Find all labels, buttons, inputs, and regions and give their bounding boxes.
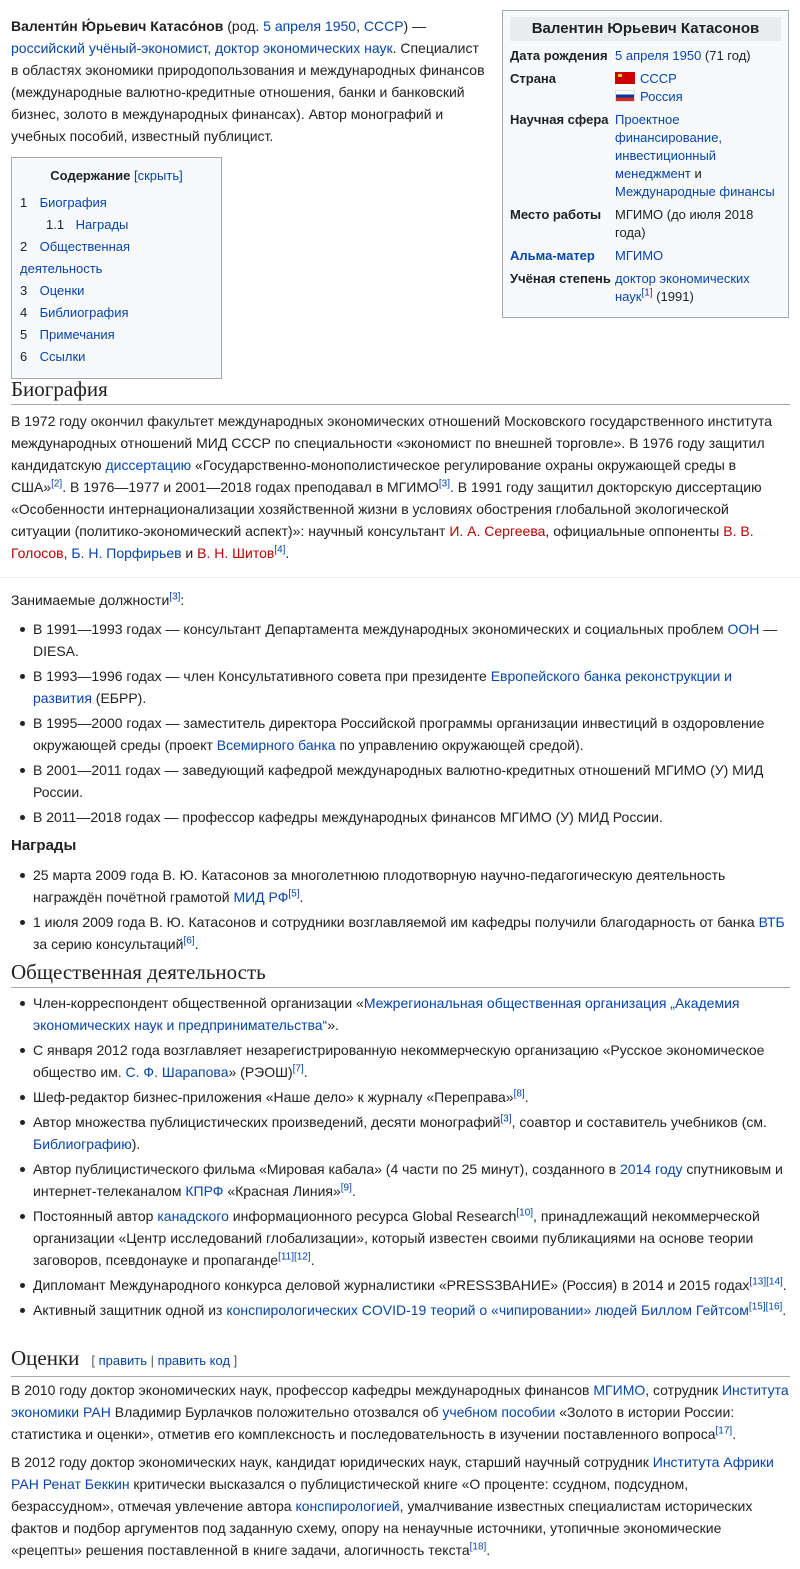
list-item — [11, 911, 790, 955]
person-link-porfiryev[interactable]: Б. Н. Порфирьев — [71, 545, 182, 561]
separator: | — [147, 1353, 158, 1368]
birth-date-link[interactable]: 5 апреля 1950 — [263, 18, 357, 34]
reference-link[interactable]: [10] — [516, 1207, 534, 1219]
text: . — [782, 1277, 787, 1293]
text: «Государственно-монополистическое регулирование охраны окружающей среды в США» — [11, 457, 737, 495]
toc-item[interactable] — [20, 214, 213, 236]
text: — DIESA. — [33, 621, 778, 659]
text: Автор множества публицистических произведений, десяти монографий — [33, 1114, 501, 1130]
reviews-paragraph-1 — [11, 1379, 790, 1445]
section-heading-public-activity — [11, 958, 790, 988]
toc-link-awards[interactable]: Награды — [75, 217, 129, 232]
toc-number: 1.1 — [46, 217, 65, 232]
academy-link[interactable]: Межрегиональная общественная организация „Академия экономических наук и предпринимательства“ — [33, 995, 740, 1033]
year-2014-link[interactable]: 2014 году — [620, 1161, 683, 1177]
divider — [0, 577, 800, 578]
list-item — [11, 1205, 790, 1271]
list-item — [11, 1086, 790, 1108]
text: за серию консультаций — [33, 936, 184, 952]
person-link-golosov[interactable]: В. В. Голосов — [11, 523, 754, 561]
list-item: В 2011—2018 годах — профессор кафедры международных финансов МГИМО (У) МИД России. — [11, 806, 790, 828]
text: . — [299, 889, 304, 905]
text: критически высказался о публицистической книге «О проценте: ссудном, подсудном, безрассудном», отмечая увлечение автора — [11, 1476, 689, 1514]
toc-link-biography[interactable]: Биография — [39, 195, 107, 210]
infobox-row-country — [510, 68, 781, 109]
person-link-sergeeva[interactable]: И. А. Сергеева — [449, 523, 546, 539]
reference-link[interactable]: [3] — [169, 591, 181, 603]
dissertation-link[interactable]: диссертацию — [105, 457, 192, 473]
toc-item[interactable] — [20, 192, 213, 214]
text: спутниковым и интернет-телеканалом — [33, 1161, 783, 1199]
text: В 1991—1993 годах — консультант Департамента международных экономических и социальных проблем — [33, 621, 728, 637]
toc-item[interactable] — [20, 280, 213, 302]
infobox-label: Место работы — [510, 207, 602, 222]
text: : — [180, 592, 185, 608]
table-of-contents — [11, 157, 222, 379]
text: ). — [131, 1136, 141, 1152]
text: . Специалист в областях экономики природопользования и международных финансов (международные валютно-кредитные отношения, банки и банковский бизнес, золото в международных финансах). Автор монографий и учебных пособий, известный публицист. — [11, 40, 485, 144]
text: 1 июля 2009 года В. Ю. Катасонов и сотрудники возглавляемой им кафедры получили благодарность от банка — [33, 914, 759, 930]
reference-link[interactable]: [5] — [288, 888, 300, 900]
text: . — [732, 1426, 737, 1442]
toc-link-reviews[interactable]: Оценки — [39, 283, 85, 298]
text: . В 1991 году защитил докторскую диссертацию «Особенности интернационализации хозяйственной жизни в условиях обострения глобальной экологической ситуации (политико-экономический аспект)»: научный консультант — [11, 479, 762, 539]
reviews-paragraph-2 — [11, 1451, 790, 1561]
text: (род. — [223, 18, 264, 34]
toc-number: 5 — [20, 327, 28, 342]
reference-link[interactable]: [2] — [51, 478, 63, 490]
degree-link[interactable]: доктор экономических наук — [615, 271, 750, 304]
list-item: В 2001—2011 годах — заведующий кафедрой международных валютно-кредитных отношений МГИМО (У) МИД России. — [11, 759, 790, 803]
text: Дипломант Международного конкурса деловой журналистики «PRESSЗВАНИЕ» (Россия) в 2014 и 2015 годах — [33, 1277, 750, 1293]
text: , официальные оппоненты — [545, 523, 724, 539]
text: Член-корреспондент общественной организации « — [33, 995, 364, 1011]
role-link[interactable]: российский учёный-экономист, доктор экономических наук — [11, 40, 393, 56]
infobox-row-alma — [510, 245, 781, 268]
reference-link[interactable]: [14] — [766, 1276, 783, 1288]
text: , умалчивание известных специалистам исторических фактов и подбор аргументов под заданную схему, опору на ненаучные источники, утопичные экономические «рецепты» решения поставленной в книге задачи, алогичность текста — [11, 1498, 753, 1558]
toc-link-bibliography[interactable]: Библиография — [39, 305, 129, 320]
reference-link[interactable]: [6] — [183, 935, 195, 947]
canada-link[interactable]: канадского — [157, 1208, 229, 1224]
field-link-project-finance[interactable]: Проектное финансирование, инвестиционный менеджмент — [615, 112, 723, 181]
text: В 1993—1996 годах — член Консультативного совета при президенте — [33, 668, 491, 684]
infobox-label: Дата рождения — [510, 48, 608, 63]
reference-link[interactable]: [3] — [438, 478, 451, 490]
birth-date-link[interactable]: 5 апреля 1950 — [615, 48, 702, 63]
text: В 1995—2000 годах — заместитель директора Российской программы организации инвестиций в оздоровление окружающей среды (проект — [33, 715, 765, 753]
toc-number: 3 — [20, 283, 28, 298]
text: В 1972 году окончил факультет международных экономических отношений Московского государственного института международных отношений МИД СССР по специальности «экономист по внешней торговле». В 1976 году защитил кандидатскую — [11, 413, 773, 473]
reference-link[interactable]: [18] — [469, 1541, 487, 1553]
infobox-table — [510, 45, 781, 309]
reference-link[interactable]: [16] — [765, 1301, 783, 1313]
list-item — [11, 1111, 790, 1155]
reference-link[interactable]: [13] — [749, 1276, 767, 1288]
toc-item[interactable] — [20, 302, 213, 324]
text: . — [351, 1183, 356, 1199]
toc-toggle-link[interactable]: [скрыть] — [134, 168, 183, 183]
work-value: МГИМО (до июля 2018 года) — [615, 207, 754, 240]
mgimo-link[interactable]: МГИМО — [593, 1382, 646, 1398]
ussr-flag-icon — [615, 72, 635, 84]
ussr-link[interactable]: СССР — [363, 18, 404, 34]
list-item — [11, 1039, 790, 1083]
world-bank-link[interactable]: Всемирного банка — [216, 737, 336, 753]
text: , принадлежащий некоммерческой организации «Центр исследований глобализации», который известен своими публикациями на основе теории заговоров, псевдонауке и пропаганде — [33, 1208, 760, 1268]
reference-link[interactable]: [17] — [715, 1425, 733, 1437]
edit-link[interactable]: править — [98, 1353, 148, 1368]
text: , соавтор и составитель учебников (см. — [511, 1114, 767, 1130]
conspiracy-theories-link[interactable]: конспирологических COVID-19 теорий о «чипировании» людей Биллом Гейтсом — [226, 1302, 749, 1318]
lead-paragraph — [11, 15, 489, 147]
reference-link[interactable]: [8] — [513, 1088, 525, 1100]
infobox-row-field — [510, 109, 781, 204]
list-item — [11, 864, 790, 908]
list-item — [11, 1158, 790, 1202]
toc-title: Содержание — [50, 168, 131, 183]
text: и — [181, 545, 198, 561]
conspirology-link[interactable]: конспирологией — [295, 1498, 400, 1514]
reference-link[interactable]: [3] — [500, 1113, 512, 1125]
reference-link[interactable]: [11] — [278, 1251, 295, 1263]
text: В 2012 году доктор экономических наук, кандидат юридических наук, старший научный сотрудник — [11, 1454, 653, 1470]
text: . — [782, 1302, 787, 1318]
reference-link[interactable]: [4] — [274, 544, 286, 556]
text: 25 марта 2009 года В. Ю. Катасонов за многолетнюю плодотворную научно-педагогическую деятельность награждён почётной грамотой — [33, 867, 726, 905]
degree-year: (1991) — [652, 289, 694, 304]
section-heading-reviews — [11, 1344, 790, 1377]
conjunction-text: и — [690, 166, 702, 181]
country-russia-link[interactable]: Россия — [640, 89, 683, 104]
textbook-link[interactable]: учебном пособии — [442, 1404, 556, 1420]
reference-link[interactable]: [9] — [340, 1182, 352, 1194]
toc-number: 4 — [20, 305, 28, 320]
public-activity-list — [11, 992, 790, 1324]
reference-link[interactable]: [7] — [292, 1063, 304, 1075]
heading-text: Биография — [11, 377, 108, 401]
text: С января 2012 года возглавляет незарегистрированную некоммерческую организацию «Русское экономическое общество им. — [33, 1042, 765, 1080]
un-link[interactable]: ООН — [727, 621, 760, 637]
text: ». — [327, 1017, 339, 1033]
text: . В 1976—1977 и 2001—2018 годах преподавал в МГИМО — [62, 479, 439, 495]
text: Постоянный автор — [33, 1208, 158, 1224]
list-item — [11, 618, 790, 662]
reference-link[interactable]: [1] — [641, 287, 653, 299]
text: по управлению окружающей средой). — [335, 737, 584, 753]
list-item — [11, 1274, 790, 1296]
toc-number: 2 — [20, 239, 28, 254]
list-item — [11, 712, 790, 756]
edit-code-link[interactable]: править код — [157, 1353, 231, 1368]
text: . — [303, 1064, 308, 1080]
list-item — [11, 992, 790, 1036]
text: «Золото в истории России: статистика и оценки», отметив его комплексность и последовательность в изучении поставленного вопроса — [11, 1404, 735, 1442]
text: . — [524, 1089, 529, 1105]
list-item — [11, 665, 790, 709]
text: , — [356, 18, 364, 34]
heading-text: Оценки — [11, 1346, 80, 1370]
positions-list — [11, 618, 790, 831]
infobox — [502, 10, 789, 318]
kprf-link[interactable]: КПРФ — [185, 1183, 224, 1199]
toc-link-links[interactable]: Ссылки — [39, 349, 86, 364]
toc-item[interactable] — [20, 346, 213, 368]
bracket: ] — [230, 1353, 238, 1368]
person-link-shitov[interactable]: В. Н. Шитов — [197, 545, 275, 561]
text: . — [194, 936, 199, 952]
bekkin-link[interactable]: Ренат Беккин — [42, 1476, 130, 1492]
bibliography-link[interactable]: Библиографию — [33, 1136, 132, 1152]
section-heading-biography — [11, 375, 790, 405]
text: . — [285, 545, 290, 561]
infobox-title: Валентин Юрьевич Катасонов — [510, 17, 781, 41]
section-heading-awards: Награды — [11, 837, 77, 854]
text: Занимаемые должности — [11, 592, 170, 608]
sharapov-link[interactable]: С. Ф. Шарапова — [125, 1064, 229, 1080]
alma-mater-link[interactable]: МГИМО — [615, 248, 664, 263]
text: Активный защитник одной из — [33, 1302, 227, 1318]
toc-number: 6 — [20, 349, 28, 364]
awards-list — [11, 864, 790, 958]
text: Шеф-редактор бизнес-приложения «Наше дело» к журналу «Переправа» — [33, 1089, 514, 1105]
text: ) — — [403, 18, 427, 34]
toc-number: 1 — [20, 195, 28, 210]
article-subject-name: Валенти́н Ю́рьевич Катасо́нов — [11, 18, 224, 34]
text: . — [310, 1252, 315, 1268]
biography-paragraph — [11, 410, 790, 564]
reference-link[interactable]: [12] — [294, 1251, 311, 1263]
toc-link-public[interactable]: Общественная деятельность — [20, 239, 131, 276]
infobox-row-work — [510, 204, 781, 245]
ras-economics-institute-link[interactable]: Института экономики РАН — [11, 1382, 789, 1420]
infobox-row-degree — [510, 268, 781, 309]
infobox-label: Научная сфера — [510, 112, 609, 127]
toc-link-notes[interactable]: Примечания — [39, 327, 115, 342]
field-link-international-finance[interactable]: Международные финансы — [615, 184, 775, 199]
text: информационного ресурса Global Research — [228, 1208, 517, 1224]
age-text: (71 год) — [701, 48, 751, 63]
infobox-row-birth — [510, 45, 781, 68]
edit-links — [91, 1353, 237, 1368]
text: В 2010 году доктор экономических наук, профессор кафедры международных финансов — [11, 1382, 594, 1398]
text: (ЕБРР). — [91, 690, 147, 706]
text: » (РЭОШ) — [228, 1064, 293, 1080]
positions-intro — [11, 589, 790, 611]
vtb-link[interactable]: ВТБ — [758, 914, 785, 930]
russia-flag-icon — [615, 90, 635, 102]
text: . — [486, 1542, 491, 1558]
country-ussr-link[interactable]: СССР — [640, 71, 677, 86]
mfa-link[interactable]: МИД РФ — [233, 889, 289, 905]
text: , сотрудник — [645, 1382, 722, 1398]
infobox-label: Учёная степень — [510, 271, 611, 286]
infobox-label: Страна — [510, 71, 557, 86]
toc-item[interactable] — [20, 236, 213, 280]
reference-link[interactable]: [15] — [748, 1301, 766, 1313]
toc-item[interactable] — [20, 324, 213, 346]
alma-mater-label-link[interactable]: Альма-матер — [510, 248, 595, 263]
ebrd-link[interactable]: Европейского банка реконструкции и развития — [33, 668, 732, 706]
text: Владимир Бурлачков положительно отозвался об — [110, 1404, 443, 1420]
text: Автор публицистического фильма «Мировая кабала» (4 части по 25 минут), созданного в — [33, 1161, 621, 1177]
heading-text: Общественная деятельность — [11, 960, 266, 984]
bracket: [ — [91, 1353, 99, 1368]
list-item — [11, 1299, 790, 1321]
text: «Красная Линия» — [223, 1183, 341, 1199]
text: , — [63, 545, 72, 561]
africa-institute-link[interactable]: Института Африки РАН — [11, 1454, 774, 1492]
